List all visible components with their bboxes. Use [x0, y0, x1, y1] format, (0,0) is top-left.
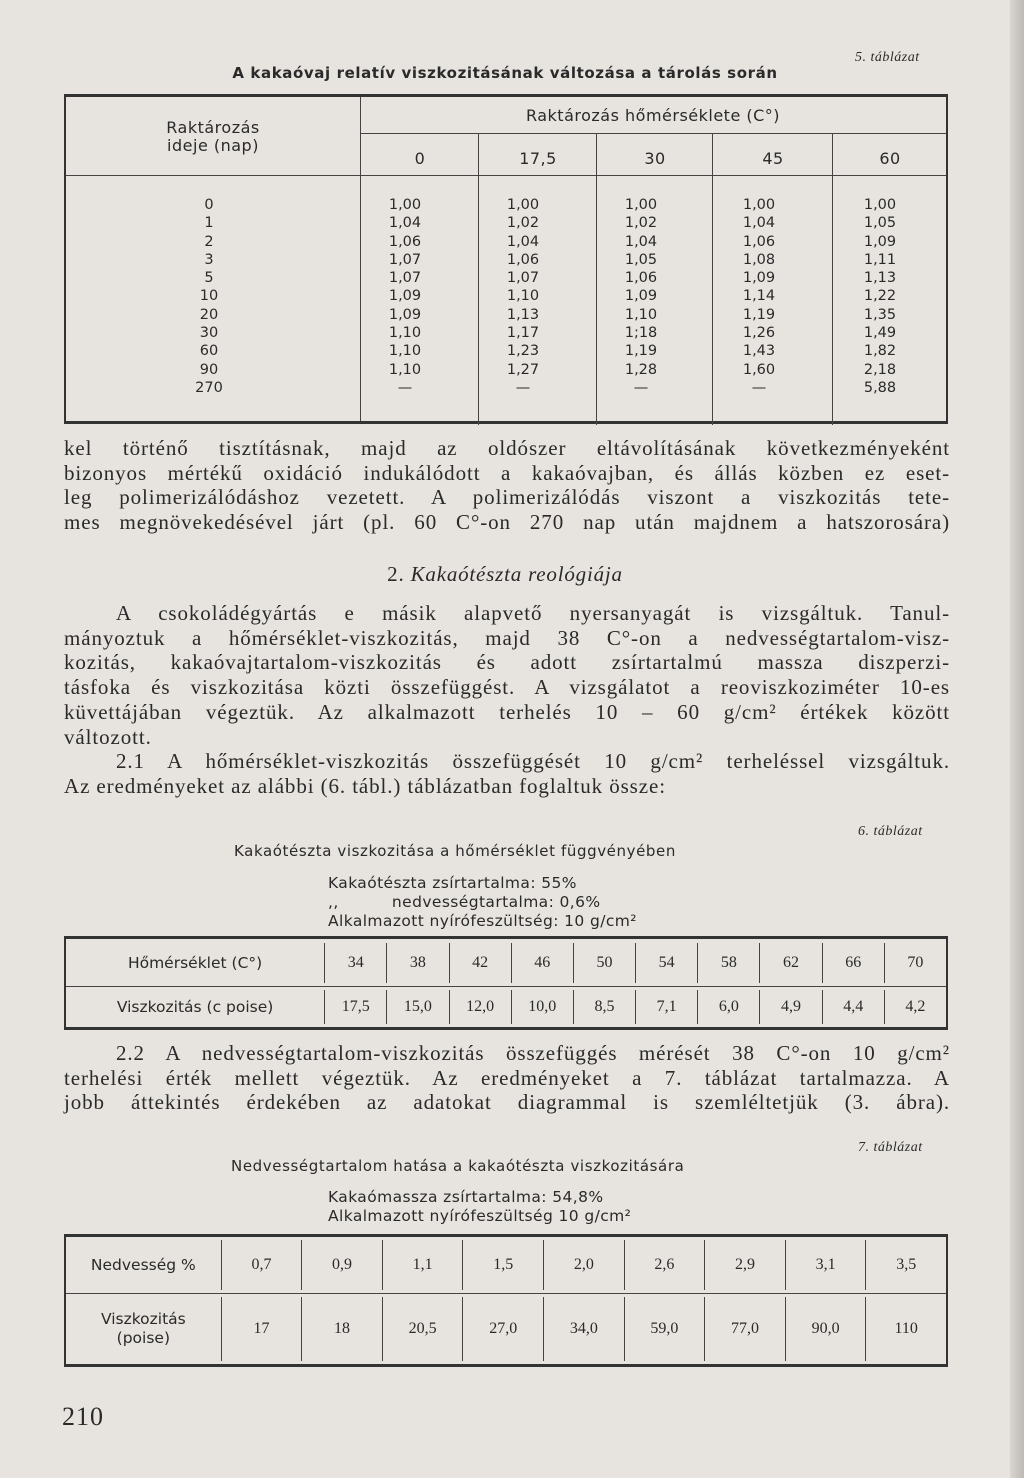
days-cell: 10: [199, 288, 219, 305]
value-cell: 1,13: [506, 306, 540, 323]
text-line: küvettájában végeztük. Az alkalmazott terhelés 10 – 60 g/cm² értékek között: [64, 699, 950, 724]
value-cell: 1,04: [742, 215, 776, 232]
table6: [64, 936, 948, 1030]
table-cell: 8,5: [573, 990, 635, 1024]
value-cell: 1,06: [742, 233, 776, 250]
value-cell: 1,09: [388, 288, 422, 305]
value-cell: 2,18: [863, 361, 897, 378]
value-cell: —: [751, 379, 767, 396]
table-cell: 17,5: [324, 990, 386, 1024]
value-cell: 1,02: [624, 215, 658, 232]
note-line: Kakaótészta zsírtartalma: 55%: [328, 874, 577, 892]
section-number: 2.: [387, 562, 405, 586]
value-cell: —: [397, 379, 413, 396]
table-cell: 2,0: [543, 1240, 624, 1290]
text-line: bizonyos mértékű oxidáció indukálódott a kakaóvajban, és állás közben ez eset-: [64, 460, 950, 485]
value-cell: 1,19: [742, 306, 776, 323]
days-cell: 60: [199, 343, 219, 360]
value-cell: 1,07: [506, 270, 540, 287]
table-cell: 58: [697, 943, 759, 983]
value-cell: —: [633, 379, 649, 396]
value-cell: 1,22: [863, 288, 897, 305]
table-cell: 12,0: [449, 990, 511, 1024]
table-cell: 42: [449, 943, 511, 983]
table-cell: 15,0: [386, 990, 448, 1024]
value-cell: 1,10: [624, 306, 658, 323]
value-cell: 1,10: [388, 325, 422, 342]
days-cell: 270: [195, 379, 223, 396]
value-cell: 1,08: [742, 251, 776, 268]
group-header: Raktározás hőmérséklete (C°): [525, 106, 781, 125]
table7-title: Nedvességtartalom hatása a kakaótészta viszkozitására: [231, 1157, 685, 1175]
table-cell: 66: [822, 943, 884, 983]
table6-row-viscosity: [65, 987, 947, 1029]
value-cell: 1,00: [624, 197, 658, 213]
value-cell: 1,06: [506, 251, 540, 268]
table6-notes: [328, 874, 637, 931]
value-cell: 1,14: [742, 288, 776, 305]
value-cell: 1,02: [506, 215, 540, 232]
row-label: Viszkozitás (c poise): [116, 998, 274, 1016]
table5-col-0: [375, 196, 435, 397]
text-line: kozitás, kakaóvajtartalom-viszkozitás és adott zsírtartalmú massza diszperzi-: [64, 650, 950, 675]
text-line: 2.1 A hőmérséklet-viszkozitás összefüggését 10 g/cm² terheléssel vizsgáltuk.: [116, 749, 950, 773]
table-cell: 77,0: [704, 1297, 785, 1361]
value-cell: 1,60: [742, 361, 776, 378]
value-cell: 1,00: [863, 197, 897, 213]
value-cell: 1,17: [506, 325, 540, 342]
note-line: ,, nedvességtartalma: 0,6%: [328, 893, 601, 911]
temp-header-0: 0: [414, 149, 426, 168]
section-heading: [0, 562, 1010, 587]
table-cell: 17: [221, 1297, 302, 1361]
table-cell: 1,1: [382, 1240, 463, 1290]
days-cell: 3: [204, 251, 214, 268]
table-cell: 34: [324, 943, 386, 983]
table7-notes: [328, 1188, 631, 1226]
text-line: változott.: [64, 724, 152, 749]
row-header-line2: ideje (nap): [167, 136, 259, 155]
value-cell: 1,07: [388, 251, 422, 268]
temp-header-17-5: 17,5: [519, 149, 557, 168]
value-cell: 1,10: [388, 361, 422, 378]
table-cell: 62: [759, 943, 821, 983]
value-cell: 1,09: [624, 288, 658, 305]
table6-label: 6. táblázat: [858, 824, 923, 839]
table7-label: 7. táblázat: [858, 1140, 923, 1155]
text-line: jobb áttekintés érdekében az adatokat diagrammal is szemléltetjük (3. ábra).: [64, 1090, 950, 1115]
table-cell: 0,7: [221, 1240, 302, 1290]
value-cell: 1,00: [742, 197, 776, 213]
table-cell: 4,4: [822, 990, 884, 1024]
table-cell: 70: [884, 943, 946, 983]
text-line: leg polimerizálódáshoz vezetett. A polimerizálódás viszont a viszkozitás tete-: [64, 485, 950, 510]
table-cell: 18: [301, 1297, 382, 1361]
table-cell: 7,1: [635, 990, 697, 1024]
row-header-line1: Raktározás: [166, 118, 260, 137]
value-cell: 1,13: [863, 270, 897, 287]
value-cell: 1,00: [388, 197, 422, 213]
days-cell: 0: [204, 197, 214, 213]
days-cell: 30: [199, 325, 219, 342]
table5-col-17-5: [493, 196, 553, 397]
table-cell: 1,5: [462, 1240, 543, 1290]
value-cell: 1,23: [506, 343, 540, 360]
table5-days-column: [184, 196, 234, 397]
paragraph-2: [64, 601, 950, 749]
value-cell: 1,05: [863, 215, 897, 232]
value-cell: 1,04: [624, 233, 658, 250]
temp-header-30: 30: [644, 149, 666, 168]
table-cell: 6,0: [697, 990, 759, 1024]
table6-row-temperature: [65, 938, 947, 987]
value-cell: 1,49: [863, 325, 897, 342]
table-cell: 59,0: [624, 1297, 705, 1361]
paragraph-3: [64, 749, 950, 798]
value-cell: 1,28: [624, 361, 658, 378]
table-cell: 90,0: [785, 1297, 866, 1361]
table-cell: 3,1: [785, 1240, 866, 1290]
paragraph-1: [64, 436, 950, 535]
value-cell: 1,26: [742, 325, 776, 342]
note-line: Alkalmazott nyírófeszültség 10 g/cm²: [328, 1207, 632, 1225]
table5-col-60: [850, 196, 910, 397]
table-cell: 50: [573, 943, 635, 983]
table7-row-viscosity: [65, 1294, 947, 1366]
value-cell: 1,10: [506, 288, 540, 305]
text-line: kel történő tisztításnak, majd az oldószer eltávolításának következményeként: [64, 436, 950, 460]
days-cell: 90: [199, 361, 219, 378]
value-cell: 1,00: [506, 197, 540, 213]
table-cell: 2,9: [704, 1240, 785, 1290]
table5-title: A kakaóvaj relatív viszkozitásának változása a tárolás során: [232, 64, 778, 82]
table5-col-30: [611, 196, 671, 397]
table-cell: 46: [511, 943, 573, 983]
note-line: Alkalmazott nyírófeszültség: 10 g/cm²: [328, 912, 637, 930]
text-line: mes megnövekedésével járt (pl. 60 C°-on 270 nap után majdnem a hatszorosára): [64, 510, 950, 535]
table6-title: Kakaótészta viszkozitása a hőmérséklet függvényében: [234, 842, 676, 860]
row-label: [65, 1294, 221, 1366]
table-cell: 0,9: [301, 1240, 382, 1290]
text-line: Az eredményeket az alábbi (6. tábl.) táblázatban foglaltuk össze:: [64, 773, 666, 798]
value-cell: 5,88: [863, 379, 897, 396]
value-cell: 1,09: [863, 233, 897, 250]
text-line: mányoztuk a hőmérséklet-viszkozitás, majd 38 C°-on a nedvességtartalom-visz-: [64, 625, 950, 650]
value-cell: 1,09: [388, 306, 422, 323]
days-cell: 1: [204, 215, 214, 232]
temp-header-45: 45: [762, 149, 784, 168]
days-cell: 2: [204, 233, 214, 250]
days-cell: 5: [204, 270, 214, 287]
table7-row-moisture: [65, 1236, 947, 1294]
value-cell: 1,35: [863, 306, 897, 323]
value-cell: 1,11: [863, 251, 897, 268]
paragraph-4: [64, 1041, 950, 1115]
value-cell: 1,06: [624, 270, 658, 287]
table-cell: 2,6: [624, 1240, 705, 1290]
table-cell: 4,9: [759, 990, 821, 1024]
row-label-line: Viszkozitás: [100, 1310, 186, 1328]
table7: [64, 1234, 948, 1367]
row-label: Nedvesség %: [90, 1256, 196, 1274]
table5-col-45: [729, 196, 789, 397]
table-cell: 4,2: [884, 990, 946, 1024]
table-cell: 54: [635, 943, 697, 983]
table-cell: 20,5: [382, 1297, 463, 1361]
row-label-line: (poise): [116, 1329, 170, 1347]
value-cell: 1,10: [388, 343, 422, 360]
table-cell: 110: [865, 1297, 946, 1361]
value-cell: 1,27: [506, 361, 540, 378]
section-title: Kakaótészta reológiája: [410, 562, 623, 586]
table-cell: 27,0: [462, 1297, 543, 1361]
value-cell: 1,04: [388, 215, 422, 232]
value-cell: 1,82: [863, 343, 897, 360]
text-line: 2.2 A nedvességtartalom-viszkozitás összefüggés mérését 38 C°-on 10 g/cm²: [116, 1041, 950, 1065]
value-cell: —: [515, 379, 531, 396]
value-cell: 1,09: [742, 270, 776, 287]
value-cell: 1,43: [742, 343, 776, 360]
value-cell: 1,07: [388, 270, 422, 287]
table-cell: 38: [386, 943, 448, 983]
text-line: tásfoka és viszkozitása közti összefüggést. A vizsgálatot a reoviszkoziméter 10-es: [64, 675, 950, 700]
text-line: terhelési érték mellett végeztük. Az eredményeket a 7. táblázat tartalmazza. A: [64, 1065, 950, 1090]
value-cell: 1,04: [506, 233, 540, 250]
row-label: Hőmérséklet (C°): [127, 953, 263, 972]
text-line: A csokoládégyártás e másik alapvető nyersanyagát is vizsgáltuk. Tanul-: [116, 601, 950, 625]
table-cell: 10,0: [511, 990, 573, 1024]
days-cell: 20: [199, 306, 219, 323]
table-cell: 3,5: [865, 1240, 946, 1290]
value-cell: 1,05: [624, 251, 658, 268]
table-cell: 34,0: [543, 1297, 624, 1361]
value-cell: 1;18: [624, 325, 658, 342]
page-number: 210: [62, 1402, 104, 1431]
temp-header-60: 60: [879, 149, 901, 168]
value-cell: 1,06: [388, 233, 422, 250]
note-line: Kakaómassza zsírtartalma: 54,8%: [328, 1188, 604, 1206]
table5-label: 5. táblázat: [855, 50, 920, 65]
value-cell: 1,19: [624, 343, 658, 360]
